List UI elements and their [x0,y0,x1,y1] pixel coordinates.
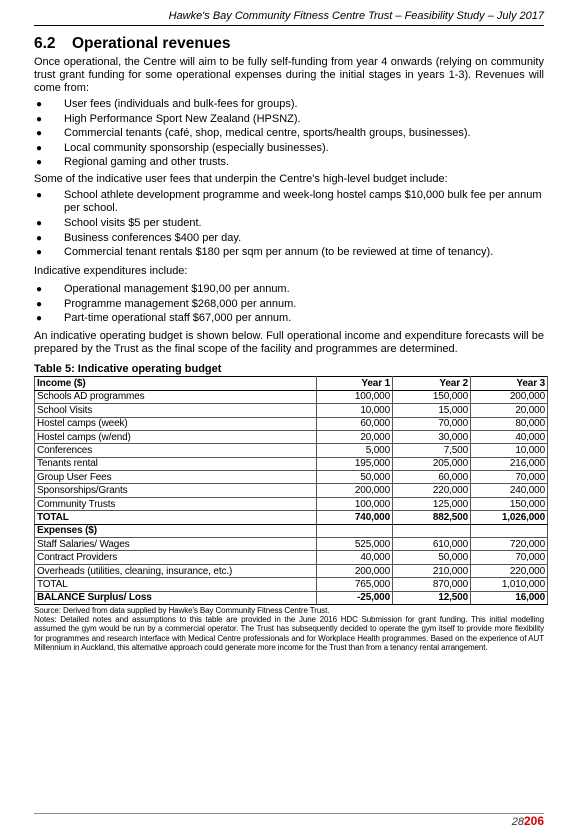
year-1-value: 195,000 [317,457,393,470]
year-2-value: 7,500 [393,444,471,457]
row-label: Income ($) [35,377,317,390]
running-header: Hawke's Bay Community Fitness Centre Trust – Feasibility Study – July 2017 [168,10,544,22]
list-item: ● High Performance Sport New Zealand (HPSNZ). [36,112,301,125]
revenue-list [34,98,544,169]
list-item: ● Local community sponsorship (especially businesses). [36,141,329,154]
year-3-value: Year 3 [471,377,548,390]
year-2-value: Year 2 [393,377,471,390]
list-item: ● Operational management $190,00 per annum. [36,283,290,296]
year-1-value: 40,000 [317,551,393,564]
year-2-value: 15,000 [393,404,471,417]
row-label: Staff Salaries/ Wages [35,538,317,551]
year-2-value: 205,000 [393,457,471,470]
year-3-value: 70,000 [471,471,548,484]
year-1-value: 10,000 [317,404,393,417]
section-number: 6.2 [34,35,56,52]
bullet-icon: ● [36,217,43,229]
list-item: ● Commercial tenants (café, shop, medical centre, sports/health groups, businesses). [36,127,471,140]
table-row [35,484,548,497]
bullet-icon: ● [36,128,43,140]
table-row [35,538,548,551]
expenditure-list [34,283,544,325]
year-3-value: 40,000 [471,430,548,443]
budget-table [34,376,548,605]
expenses-header-row [35,524,548,537]
year-2-value: 50,000 [393,551,471,564]
year-2-value: 150,000 [393,390,471,403]
row-label: BALANCE Surplus/ Loss [35,591,317,604]
year-1-value: -25,000 [317,591,393,604]
page-number [512,815,544,829]
bullet-icon: ● [36,232,43,244]
table-row [35,404,548,417]
bullet-icon: ● [36,247,43,259]
year-1-value: 740,000 [317,511,393,524]
list-item: ● Part-time operational staff $67,000 per annum. [36,312,292,325]
row-label: Schools AD programmes [35,390,317,403]
list-item: ● User fees (individuals and bulk-fees for groups). [36,98,298,110]
table-row [35,417,548,430]
balance-row [35,591,548,604]
row-label: Overheads (utilities, cleaning, insurance, etc.) [35,564,317,577]
row-label: TOTAL [35,511,317,524]
list-item: ● School athlete development programme and week-long hostel camps $10,000 bulk fee per annum per school. [36,189,542,215]
row-label: Sponsorships/Grants [35,484,317,497]
expenses-header: Expenses ($) [35,524,317,537]
year-1-value: 50,000 [317,471,393,484]
year-1-value: Year 1 [317,377,393,390]
empty-cell [317,524,393,537]
table-notes: Notes: Detailed notes and assumptions to this table are provided in the June 2016 HDC Submission for grant funding. This initial modelling assumed the gym would be run by a commercial operator. The Trust has subsequently decided to operate the gym itself to provide more flexibility for programmes and research interface with Medical Centre professionals and for Workplace Health programmes. Based on the experience of AUT Millennium in Auckland, this alternative approach could generate more income for the Trust than from a tenancy rental arrangement. [34,615,544,652]
section-page-number: 28 [511,816,524,828]
footer-rule [34,813,544,814]
year-1-value: 60,000 [317,417,393,430]
bullet-icon: ● [36,99,43,110]
bullet-icon: ● [36,142,43,154]
year-2-value: 12,500 [393,591,471,604]
year-3-value: 720,000 [471,538,548,551]
year-1-value: 100,000 [317,497,393,510]
bullet-icon: ● [36,284,43,296]
fees-paragraph: Some of the indicative user fees that underpin the Centre's high-level budget include: [34,173,448,186]
year-3-value: 20,000 [471,404,548,417]
fees-list [34,189,544,259]
year-2-value: 60,000 [393,471,471,484]
year-3-value: 1,010,000 [471,578,548,591]
expenditure-paragraph: Indicative expenditures include: [34,265,188,278]
year-2-value: 220,000 [393,484,471,497]
table-row [35,564,548,577]
bullet-icon: ● [36,298,43,310]
year-2-value: 70,000 [393,417,471,430]
year-2-value: 210,000 [393,564,471,577]
page-content [34,34,544,652]
year-3-value: 240,000 [471,484,548,497]
year-1-value: 765,000 [317,578,393,591]
bullet-icon: ● [36,113,43,125]
year-3-value: 150,000 [471,497,548,510]
table-row [35,471,548,484]
row-label: Hostel camps (week) [35,417,317,430]
year-3-value: 10,000 [471,444,548,457]
list-item: ● School visits $5 per student. [36,216,202,229]
intro-paragraph: Once operational, the Centre will aim to be fully self-funding from year 4 onwards (relying on community trust grant funding for some operational expenses during the initial stages in years 1-3). Revenues will come from: [34,56,544,94]
section-title: Operational revenues [72,35,231,52]
year-2-value: 610,000 [393,538,471,551]
table-row [35,430,548,443]
year-3-value: 80,000 [471,417,548,430]
table-row [35,497,548,510]
year-3-value: 200,000 [471,390,548,403]
list-item: ● Business conferences $400 per day. [36,231,242,244]
table-source: Source: Derived from data supplied by Hawke's Bay Community Fitness Centre Trust. [34,605,330,615]
row-label: TOTAL [35,578,317,591]
year-2-value: 870,000 [393,578,471,591]
empty-cell [471,524,548,537]
table-title: Table 5: Indicative operating budget [34,363,222,376]
year-2-value: 30,000 [393,430,471,443]
year-1-value: 5,000 [317,444,393,457]
list-item: ● Programme management $268,000 per annum. [36,297,297,310]
row-label: Community Trusts [35,497,317,510]
year-1-value: 100,000 [317,390,393,403]
row-label: Conferences [35,444,317,457]
row-label: Group User Fees [35,471,317,484]
year-3-value: 16,000 [471,591,548,604]
list-item: ● Regional gaming and other trusts. [36,156,230,169]
expense-total-row [35,578,548,591]
row-label: School Visits [35,404,317,417]
empty-cell [393,524,471,537]
year-3-value: 1,026,000 [471,511,548,524]
table-row [35,457,548,470]
table-row [35,551,548,564]
row-label: Hostel camps (w/end) [35,430,317,443]
year-1-value: 525,000 [317,538,393,551]
budget-paragraph: An indicative operating budget is shown below. Full operational income and expenditure forecasts will be prepared by the Trust as the final scope of the facility and programmes are determined. [34,330,544,356]
document-page-number: 206 [523,814,544,828]
row-label: Contract Providers [35,551,317,564]
year-1-value: 200,000 [317,564,393,577]
bullet-icon: ● [36,190,43,202]
year-2-value: 125,000 [393,497,471,510]
bullet-icon: ● [36,313,43,325]
year-1-value: 20,000 [317,430,393,443]
income-total-row [35,511,548,524]
table-row [35,390,548,403]
bullet-icon: ● [36,157,43,169]
year-1-value: 200,000 [317,484,393,497]
header-rule [34,25,544,26]
year-3-value: 220,000 [471,564,548,577]
table-header-row [35,377,548,390]
year-2-value: 882,500 [393,511,471,524]
year-3-value: 70,000 [471,551,548,564]
year-3-value: 216,000 [471,457,548,470]
table-row [35,444,548,457]
list-item: ● Commercial tenant rentals $180 per sqm per annum (to be reviewed at time of tenancy). [36,246,494,259]
section-heading [34,34,544,53]
row-label: Tenants rental [35,457,317,470]
